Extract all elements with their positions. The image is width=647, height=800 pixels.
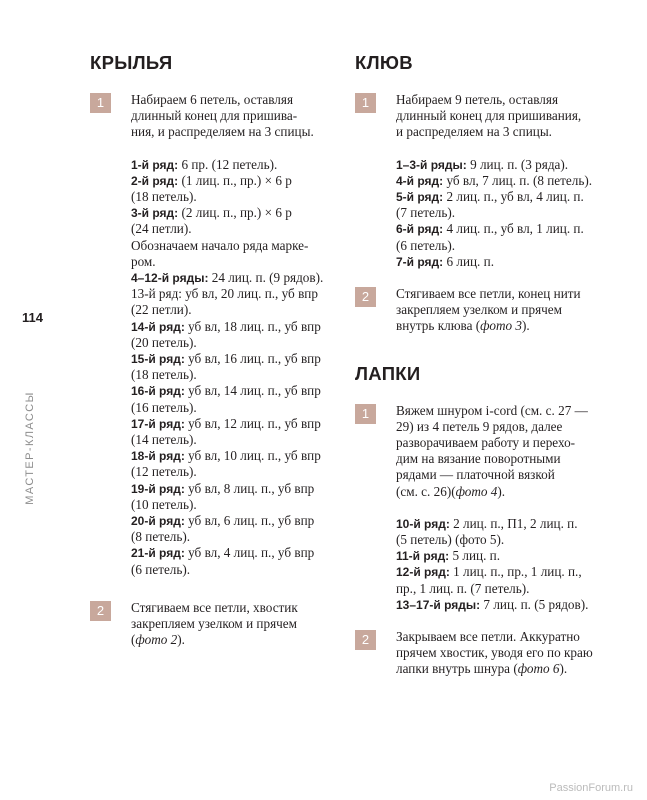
photo-reference: фото 4 (455, 483, 498, 499)
row-label: 6-й ряд: (396, 222, 444, 237)
row-text: (8 петель). (131, 529, 191, 545)
row-instruction-line (396, 564, 620, 580)
row-label: 10-й ряд: (396, 516, 450, 531)
row-label: 4-й ряд: (396, 173, 444, 188)
row-text: (10 петель). (131, 496, 197, 512)
step-number-badge: 2 (355, 287, 376, 307)
text-fragment: ( (131, 632, 136, 648)
step-number-badge: 2 (355, 630, 376, 650)
row-text: уб вл, 7 лиц. п. (8 петель). (446, 172, 593, 188)
wings-step-2-text (131, 600, 340, 649)
row-instruction-line (131, 464, 340, 480)
row-text: 2 лиц. п., П1, 2 лиц. п. (453, 515, 578, 531)
wings-step-1 (90, 92, 340, 578)
row-instruction-line (396, 238, 620, 254)
row-text: Обозначаем начало ряда марке- (131, 237, 309, 253)
row-instruction-line (131, 432, 340, 448)
row-instruction-line (131, 416, 340, 432)
text-line: закрепляем узелком и прячем (131, 616, 297, 632)
column-beak-feet (355, 52, 620, 678)
row-text: (2 лиц. п., пр.) × 6 р (181, 205, 292, 221)
row-instruction-line (396, 516, 620, 532)
row-instruction-line (131, 400, 340, 416)
row-instruction-line (131, 448, 340, 464)
row-instruction-line (131, 157, 340, 173)
row-text: уб вл, 12 лиц. п., уб впр (188, 415, 321, 431)
step-number-badge: 2 (90, 601, 111, 621)
text-line: Закрываем все петли. Аккуратно (396, 629, 580, 645)
row-instruction-line (131, 562, 340, 578)
photo-reference: фото 2 (135, 632, 178, 648)
text-line: длинный конец для пришивания, (396, 108, 582, 124)
feet-step-2 (355, 629, 620, 678)
beak-heading: КЛЮВ (355, 52, 413, 73)
row-label: 18-й ряд: (131, 449, 185, 464)
row-label: 19-й ряд: (131, 481, 185, 496)
row-text: уб вл, 10 лиц. п., уб впр (188, 448, 321, 464)
beak-step-2-text (396, 286, 620, 335)
row-text: (1 лиц. п., пр.) × 6 р (181, 172, 292, 188)
row-label: 12-й ряд: (396, 565, 450, 580)
row-text: (24 петли). (131, 221, 192, 237)
row-label: 3-й ряд: (131, 206, 179, 221)
row-label: 17-й ряд: (131, 416, 185, 431)
row-label: 13–17-й ряды: (396, 597, 481, 612)
text-fragment: ). (497, 483, 506, 499)
feet-step-1 (355, 403, 620, 613)
text-line (131, 632, 340, 648)
text-line: Стягиваем все петли, конец нити (396, 286, 581, 302)
text-fragment: лапки внутрь шнура ( (396, 661, 518, 677)
row-text: пр., 1 лиц. п. (7 петель). (396, 580, 530, 596)
text-line (396, 318, 620, 334)
text-line: 29) из 4 петель 9 рядов, далее (396, 418, 563, 434)
row-instruction-line (131, 367, 340, 383)
text-line: ния, и распределяем на 3 спицы. (131, 124, 314, 140)
text-fragment: внутрь клюва ( (396, 318, 481, 334)
text-line (396, 661, 620, 677)
watermark: PassionForum.ru (549, 782, 633, 794)
page-number: 114 (22, 310, 43, 325)
row-instruction-line (131, 529, 340, 545)
step-number-badge: 1 (355, 404, 376, 424)
row-label: 5-й ряд: (396, 190, 444, 205)
feet-step-1-text (396, 403, 620, 500)
text-line: Стягиваем все петли, хвостик (131, 599, 298, 615)
row-instruction-line (131, 302, 340, 318)
row-instruction-line (396, 532, 620, 548)
row-label: 21-й ряд: (131, 546, 185, 561)
row-text: 1 лиц. п., пр., 1 лиц. п., (453, 564, 582, 580)
row-label: 4–12-й ряды: (131, 271, 209, 286)
row-instruction-line (396, 548, 620, 564)
row-instruction-line (131, 173, 340, 189)
row-label: 1–3-й ряды: (396, 157, 467, 172)
row-text: (18 петель). (131, 189, 197, 205)
row-text: 13-й ряд: уб вл, 20 лиц. п., уб впр (131, 286, 318, 302)
row-instruction-line (396, 221, 620, 237)
photo-reference: фото 6 (517, 661, 560, 677)
beak-step-2 (355, 286, 620, 335)
text-line: Набираем 9 петель, оставляя (396, 92, 559, 107)
beak-step-1 (355, 92, 620, 270)
row-label: 20-й ряд: (131, 514, 185, 529)
text-line: разворачиваем работу и перехо- (396, 435, 576, 451)
row-text: (5 петель) (фото 5). (396, 532, 505, 548)
row-text: уб вл, 14 лиц. п., уб впр (188, 383, 321, 399)
text-fragment: ). (177, 632, 185, 648)
column-wings (90, 52, 340, 649)
row-text: 24 лиц. п. (9 рядов). (211, 270, 324, 286)
text-line: прячем хвостик, уводя его по краю (396, 645, 593, 661)
row-instruction-line (131, 319, 340, 335)
row-text: уб вл, 6 лиц. п., уб впр (188, 513, 315, 529)
text-fragment: (см. с. 26)( (396, 483, 456, 499)
row-instruction-line (131, 270, 340, 286)
step-number-badge: 1 (355, 93, 376, 113)
text-line: и распределяем на 3 спицы. (396, 124, 552, 140)
row-text: (7 петель). (396, 205, 456, 221)
row-instruction-line (131, 205, 340, 221)
row-instruction-line (131, 383, 340, 399)
text-line: дим на вязание поворотными (396, 451, 561, 467)
step-number-badge: 1 (90, 93, 111, 113)
row-text: (14 петель). (131, 432, 197, 448)
row-text: уб вл, 8 лиц. п., уб впр (188, 480, 315, 496)
row-label: 7-й ряд: (396, 254, 444, 269)
text-line: рядами — платочной вязкой (396, 467, 555, 483)
wings-rows (131, 157, 340, 578)
wings-step-2 (90, 600, 340, 649)
row-text: уб вл, 16 лиц. п., уб впр (188, 351, 321, 367)
feet-heading: ЛАПКИ (355, 362, 421, 384)
row-instruction-line (131, 221, 340, 237)
row-instruction-line (131, 254, 340, 270)
row-instruction-line (131, 189, 340, 205)
row-instruction-line (131, 513, 340, 529)
row-text: ром. (131, 253, 156, 269)
wings-step-1-text (131, 92, 340, 141)
row-instruction-line (396, 597, 620, 613)
row-instruction-line (396, 157, 620, 173)
row-instruction-line (396, 205, 620, 221)
row-text: 5 лиц. п. (452, 548, 501, 564)
text-line: Набираем 6 петель, оставляя (131, 92, 294, 107)
row-text: 7 лиц. п. (5 рядов). (483, 596, 589, 612)
row-instruction-line (131, 497, 340, 513)
row-instruction-line (131, 545, 340, 561)
row-instruction-line (396, 581, 620, 597)
row-text: 9 лиц. п. (3 ряда). (470, 156, 569, 172)
row-text: (6 петель). (131, 561, 191, 577)
row-instruction-line (396, 173, 620, 189)
beak-rows (396, 157, 620, 270)
text-fragment: ). (521, 318, 530, 334)
row-instruction-line (131, 238, 340, 254)
row-label: 16-й ряд: (131, 384, 185, 399)
photo-reference: фото 3 (480, 318, 522, 334)
section-title-vertical: МАСТЕР-КЛАССЫ (24, 391, 36, 505)
row-instruction-line (131, 335, 340, 351)
row-text: (20 петель). (131, 334, 197, 350)
wings-heading: КРЫЛЬЯ (90, 52, 173, 73)
row-label: 2-й ряд: (131, 173, 179, 188)
beak-step-1-text (396, 92, 620, 141)
text-line: закрепляем узелком и прячем (396, 302, 562, 318)
row-text: 6 пр. (12 петель). (181, 156, 278, 172)
row-instruction-line (131, 481, 340, 497)
row-text: (12 петель). (131, 464, 197, 480)
row-text: уб вл, 4 лиц. п., уб впр (188, 545, 315, 561)
feet-rows (396, 516, 620, 613)
text-line: Вяжем шнуром i-cord (см. с. 27 — (396, 402, 588, 418)
row-text: (18 петель). (131, 367, 197, 383)
row-text: 6 лиц. п. (446, 253, 495, 269)
row-text: 4 лиц. п., уб вл, 1 лиц. п. (446, 221, 584, 237)
row-text: уб вл, 18 лиц. п., уб впр (188, 318, 321, 334)
row-text: (22 петли). (131, 302, 192, 318)
row-label: 15-й ряд: (131, 352, 185, 367)
row-text: (16 петель). (131, 399, 197, 415)
row-label: 14-й ряд: (131, 319, 185, 334)
row-label: 1-й ряд: (131, 157, 179, 172)
row-instruction-line (131, 286, 340, 302)
row-instruction-line (396, 189, 620, 205)
row-text: (6 петель). (396, 237, 456, 253)
text-line (396, 484, 620, 500)
row-instruction-line (131, 351, 340, 367)
feet-step-2-text (396, 629, 620, 678)
text-fragment: ). (559, 661, 568, 677)
row-label: 11-й ряд: (396, 549, 450, 564)
row-text: 2 лиц. п., уб вл, 4 лиц. п. (446, 189, 584, 205)
row-instruction-line (396, 254, 620, 270)
text-line: длинный конец для пришива- (131, 108, 298, 124)
